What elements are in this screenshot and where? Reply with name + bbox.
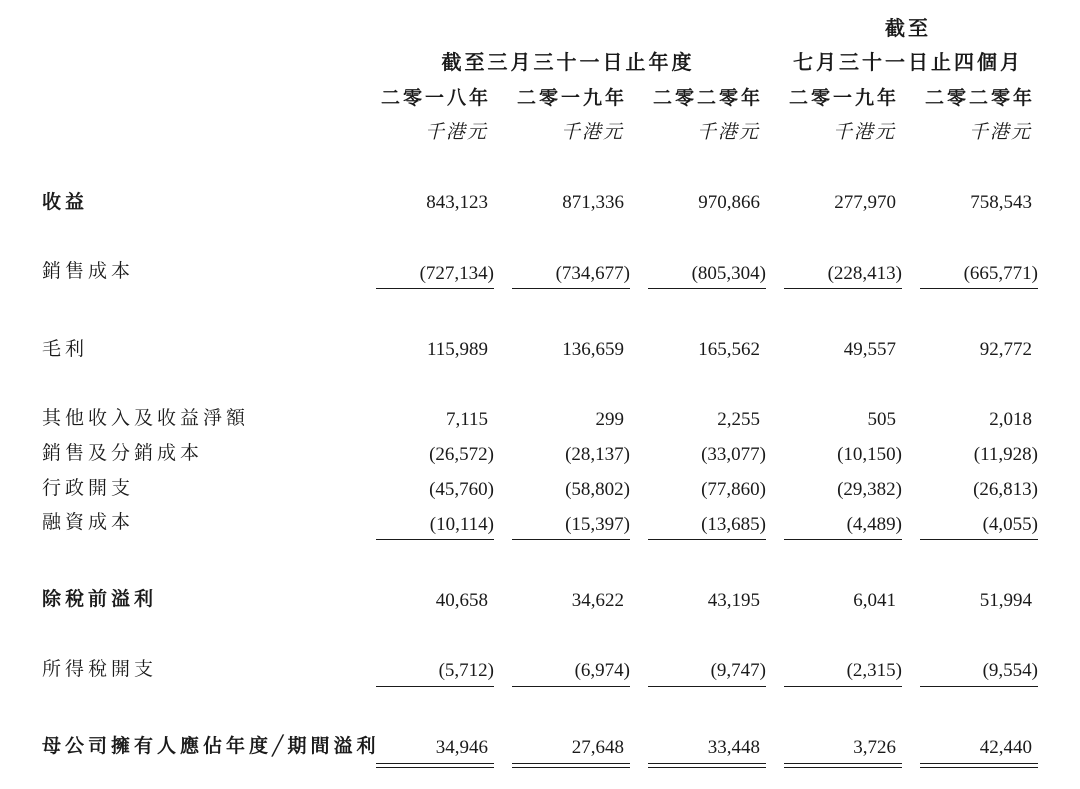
subtotal-rule-11 xyxy=(376,686,494,687)
profit-attributable-value-4: 3,726 xyxy=(853,737,896,758)
column-year-1: 二零一八年 xyxy=(380,87,491,109)
subtotal-rule-1 xyxy=(376,288,494,289)
profit-attributable-value-5: 42,440 xyxy=(979,737,1032,758)
total-double-rule-5 xyxy=(920,763,1038,768)
column-unit-2: 千港元 xyxy=(560,121,624,143)
profit-before-tax-value-5: 51,994 xyxy=(979,590,1032,611)
selling-distribution-value-2: (28,137) xyxy=(565,444,630,465)
income-tax-value-4: (2,315) xyxy=(846,660,902,681)
selling-distribution-value-3: (33,077) xyxy=(701,444,766,465)
total-double-rule-4 xyxy=(784,763,902,768)
column-year-4: 二零一九年 xyxy=(788,87,899,109)
period-header-year-ended: 截至三月三十一日止年度 xyxy=(441,50,695,74)
revenue-value-1: 843,123 xyxy=(426,192,488,213)
subtotal-rule-5 xyxy=(920,288,1038,289)
subtotal-rule-15 xyxy=(920,686,1038,687)
subtotal-rule-9 xyxy=(784,539,902,540)
finance-costs-value-3: (13,685) xyxy=(701,514,766,535)
profit-before-tax-value-2: 34,622 xyxy=(571,590,624,611)
income-tax-value-3: (9,747) xyxy=(710,660,766,681)
profit-attributable-value-3: 33,448 xyxy=(707,737,760,758)
income-tax-value-1: (5,712) xyxy=(438,660,494,681)
column-unit-5: 千港元 xyxy=(968,121,1032,143)
cost-of-sales-value-4: (228,413) xyxy=(827,263,902,284)
cost-of-sales-value-5: (665,771) xyxy=(963,263,1038,284)
other-income-value-4: 505 xyxy=(867,409,896,430)
column-unit-1: 千港元 xyxy=(424,121,488,143)
subtotal-rule-3 xyxy=(648,288,766,289)
column-unit-3: 千港元 xyxy=(696,121,760,143)
admin-expenses-value-1: (45,760) xyxy=(429,479,494,500)
profit-before-tax-value-3: 43,195 xyxy=(707,590,760,611)
total-double-rule-2 xyxy=(512,763,630,768)
revenue-value-2: 871,336 xyxy=(562,192,624,213)
gross-profit-value-4: 49,557 xyxy=(843,339,896,360)
cost-of-sales-value-3: (805,304) xyxy=(691,263,766,284)
subtotal-rule-7 xyxy=(512,539,630,540)
subtotal-rule-6 xyxy=(376,539,494,540)
profit-attributable-value-2: 27,648 xyxy=(571,737,624,758)
period-header-four-months-line2: 七月三十一日止四個月 xyxy=(793,50,1023,74)
subtotal-rule-2 xyxy=(512,288,630,289)
cost-of-sales-value-2: (734,677) xyxy=(555,263,630,284)
gross-profit-value-2: 136,659 xyxy=(562,339,624,360)
profit-before-tax-value-4: 6,041 xyxy=(853,590,896,611)
income-tax-value-2: (6,974) xyxy=(574,660,630,681)
row-label-admin-expenses: 行政開支 xyxy=(42,477,135,499)
admin-expenses-value-2: (58,802) xyxy=(565,479,630,500)
revenue-value-3: 970,866 xyxy=(698,192,760,213)
other-income-value-5: 2,018 xyxy=(989,409,1032,430)
finance-costs-value-1: (10,114) xyxy=(429,514,494,535)
finance-costs-value-2: (15,397) xyxy=(565,514,630,535)
selling-distribution-value-5: (11,928) xyxy=(973,444,1038,465)
admin-expenses-value-4: (29,382) xyxy=(837,479,902,500)
row-label-gross-profit: 毛利 xyxy=(42,338,89,360)
admin-expenses-value-3: (77,860) xyxy=(701,479,766,500)
gross-profit-value-1: 115,989 xyxy=(426,339,488,360)
subtotal-rule-4 xyxy=(784,288,902,289)
total-double-rule-3 xyxy=(648,763,766,768)
other-income-value-1: 7,115 xyxy=(445,409,488,430)
row-label-other-income: 其他收入及收益淨額 xyxy=(42,407,250,429)
total-double-rule-1 xyxy=(376,763,494,768)
period-header-four-months-line1: 截至 xyxy=(885,16,931,40)
profit-attributable-value-1: 34,946 xyxy=(435,737,488,758)
finance-costs-value-5: (4,055) xyxy=(982,514,1038,535)
other-income-value-3: 2,255 xyxy=(717,409,760,430)
other-income-value-2: 299 xyxy=(595,409,624,430)
income-tax-value-5: (9,554) xyxy=(982,660,1038,681)
selling-distribution-value-4: (10,150) xyxy=(837,444,902,465)
row-label-cost-of-sales: 銷售成本 xyxy=(42,260,135,282)
column-unit-4: 千港元 xyxy=(832,121,896,143)
row-label-finance-costs: 融資成本 xyxy=(42,511,135,533)
row-label-profit-attributable: 母公司擁有人應佔年度╱期間溢利 xyxy=(42,735,380,757)
subtotal-rule-13 xyxy=(648,686,766,687)
selling-distribution-value-1: (26,572) xyxy=(429,444,494,465)
column-year-5: 二零二零年 xyxy=(924,87,1035,109)
subtotal-rule-10 xyxy=(920,539,1038,540)
finance-costs-value-4: (4,489) xyxy=(846,514,902,535)
row-label-selling-distribution: 銷售及分銷成本 xyxy=(42,442,204,464)
profit-before-tax-value-1: 40,658 xyxy=(435,590,488,611)
column-year-3: 二零二零年 xyxy=(652,87,763,109)
revenue-value-4: 277,970 xyxy=(834,192,896,213)
subtotal-rule-8 xyxy=(648,539,766,540)
revenue-value-5: 758,543 xyxy=(970,192,1032,213)
row-label-profit-before-tax: 除稅前溢利 xyxy=(42,588,158,610)
row-label-income-tax: 所得稅開支 xyxy=(42,658,158,680)
cost-of-sales-value-1: (727,134) xyxy=(419,263,494,284)
column-year-2: 二零一九年 xyxy=(516,87,627,109)
subtotal-rule-12 xyxy=(512,686,630,687)
subtotal-rule-14 xyxy=(784,686,902,687)
row-label-revenue: 收益 xyxy=(42,191,89,213)
admin-expenses-value-5: (26,813) xyxy=(973,479,1038,500)
gross-profit-value-3: 165,562 xyxy=(698,339,760,360)
gross-profit-value-5: 92,772 xyxy=(979,339,1032,360)
